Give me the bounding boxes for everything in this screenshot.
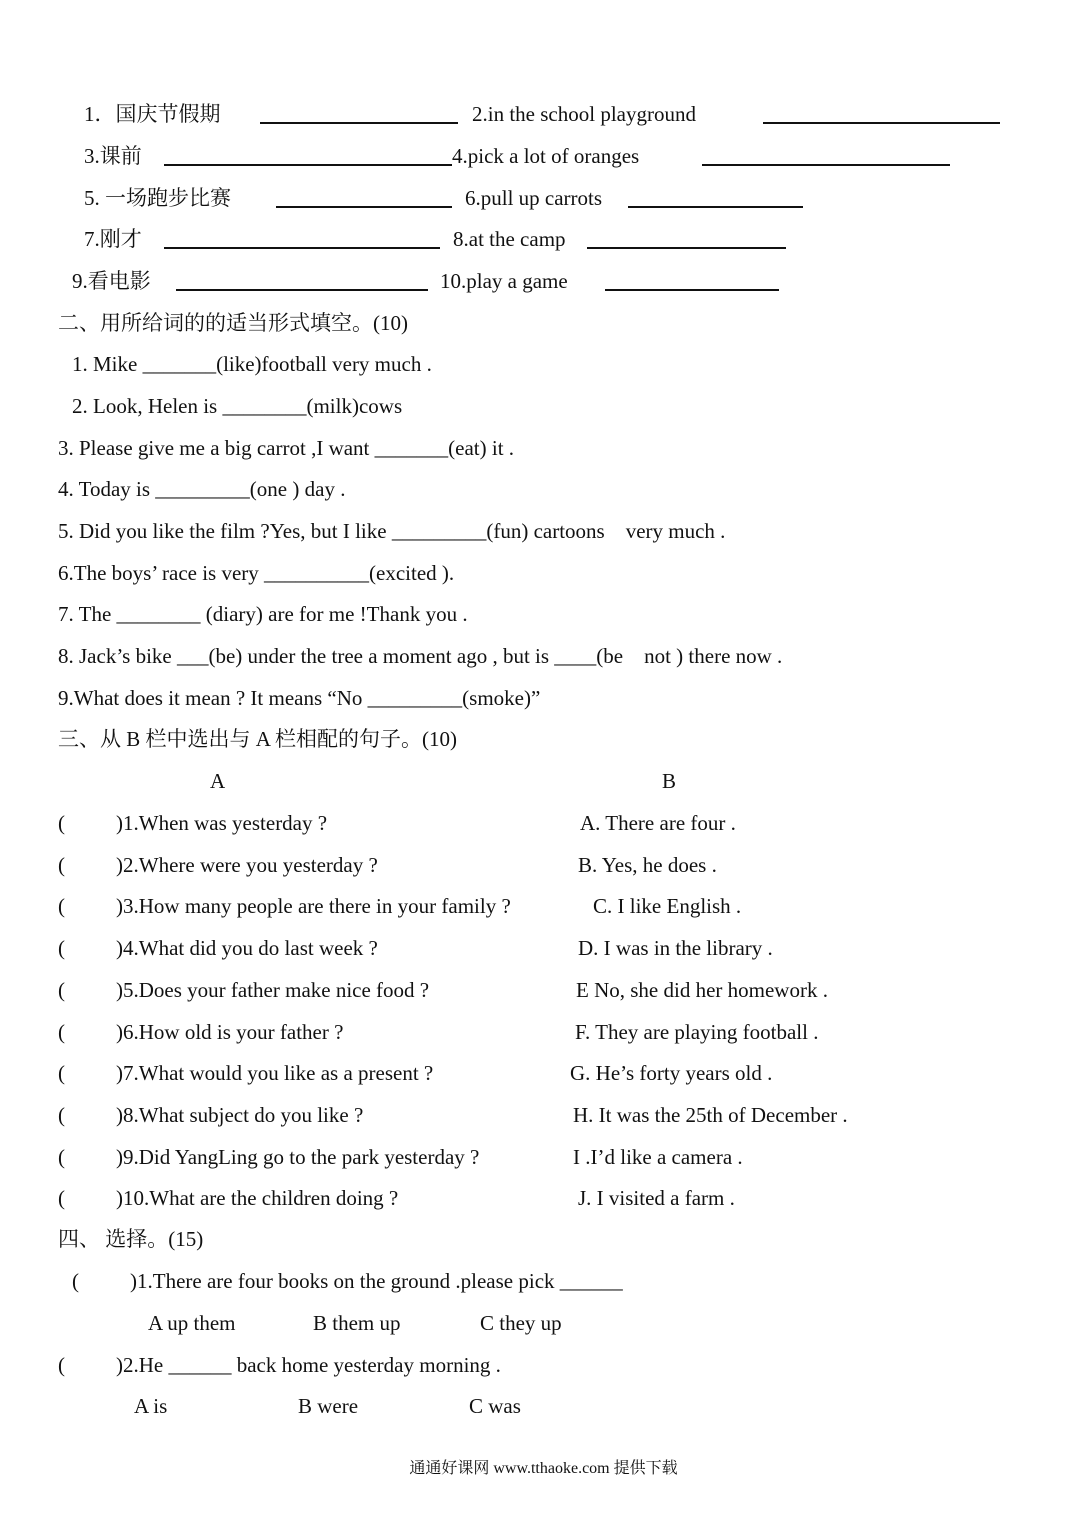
- q1-option-a: A up them: [148, 1311, 236, 1335]
- match-bracket: (: [58, 853, 65, 877]
- p1-item-4: 4.pick a lot of oranges: [452, 144, 640, 168]
- match-bracket: (: [58, 1186, 65, 1210]
- p1-item-8: 8.at the camp: [453, 227, 566, 251]
- q1-option-c: C they up: [480, 1311, 562, 1335]
- p2-item: 6.The boys’ race is very __________(excited ).: [58, 561, 455, 585]
- match-answer: G. He’s forty years old .: [570, 1061, 773, 1085]
- p2-item: 8. Jack’s bike ___(be) under the tree a moment ago , but is ____(be not ) there now .: [58, 644, 783, 668]
- q2-option-b: B were: [298, 1394, 359, 1418]
- p1-blank-9: [176, 271, 428, 291]
- match-question: )1.When was yesterday ?: [116, 811, 328, 835]
- match-bracket: (: [58, 894, 65, 918]
- match-question: )10.What are the children doing ?: [116, 1186, 399, 1210]
- p2-item: 9.What does it mean ? It means “No _________(smoke)”: [58, 686, 541, 710]
- column-b-label: B: [662, 769, 677, 793]
- match-answer: H. It was the 25th of December .: [573, 1103, 848, 1127]
- p1-blank-2: [763, 104, 1000, 124]
- match-question: )3.How many people are there in your family ?: [116, 894, 511, 918]
- part4-heading: 四、 选择。(15): [58, 1227, 204, 1251]
- q2-text: )2.He ______ back home yesterday morning .: [116, 1353, 501, 1377]
- p1-blank-7: [164, 229, 440, 249]
- part2-heading: 二、用所给词的的适当形式填空。(10): [58, 311, 408, 335]
- p2-item: 7. The ________ (diary) are for me !Thank you .: [58, 602, 468, 626]
- match-bracket: (: [58, 1145, 65, 1169]
- p1-item-5: 5. 一场跑步比赛: [84, 186, 231, 210]
- p1-blank-6: [628, 188, 803, 208]
- q2-option-c: C was: [469, 1394, 521, 1418]
- part3-heading: 三、从 B 栏中选出与 A 栏相配的句子。(10): [58, 727, 457, 751]
- match-question: )5.Does your father make nice food ?: [116, 978, 430, 1002]
- match-question: )7.What would you like as a present ?: [116, 1061, 434, 1085]
- match-bracket: (: [58, 1020, 65, 1044]
- p1-blank-3: [164, 146, 452, 166]
- match-bracket: (: [58, 978, 65, 1002]
- p1-blank-8: [587, 229, 786, 249]
- p1-blank-5: [276, 188, 452, 208]
- p1-item-3: 3.课前: [84, 144, 142, 168]
- p2-item: 4. Today is _________(one ) day .: [58, 477, 346, 501]
- p1-item-1: 1．国庆节假期: [84, 102, 221, 126]
- q1-text: )1.There are four books on the ground .please pick ______: [130, 1269, 623, 1293]
- match-question: )9.Did YangLing go to the park yesterday ?: [116, 1145, 480, 1169]
- p2-item: 3. Please give me a big carrot ,I want _______(eat) it .: [58, 436, 515, 460]
- footer-credit: 通通好课网 www.tthaoke.com 提供下载: [409, 1460, 678, 1477]
- match-bracket: (: [58, 936, 65, 960]
- p1-blank-10: [605, 271, 779, 291]
- match-bracket: (: [58, 1061, 65, 1085]
- p1-item-7: 7.刚才: [84, 227, 142, 251]
- match-question: )8.What subject do you like ?: [116, 1103, 364, 1127]
- match-question: )4.What did you do last week ?: [116, 936, 378, 960]
- match-bracket: (: [58, 811, 65, 835]
- q1-bracket: (: [72, 1269, 79, 1293]
- p2-item: 5. Did you like the film ?Yes, but I like _________(fun) cartoons very much .: [58, 519, 726, 543]
- match-answer: C. I like English .: [593, 894, 742, 918]
- match-answer: B. Yes, he does .: [578, 853, 717, 877]
- column-a-label: A: [210, 769, 226, 793]
- match-question: )2.Where were you yesterday ?: [116, 853, 378, 877]
- p1-item-2: 2.in the school playground: [472, 102, 696, 126]
- p2-item: 1. Mike _______(like)football very much .: [72, 352, 432, 376]
- match-question: )6.How old is your father ?: [116, 1020, 344, 1044]
- q2-option-a: A is: [134, 1394, 168, 1418]
- match-answer: D. I was in the library .: [578, 936, 773, 960]
- match-answer: F. They are playing football .: [575, 1020, 819, 1044]
- match-answer: I .I’d like a camera .: [573, 1145, 743, 1169]
- p1-item-10: 10.play a game: [440, 269, 568, 293]
- p1-item-6: 6.pull up carrots: [465, 186, 603, 210]
- p2-item: 2. Look, Helen is ________(milk)cows: [72, 394, 403, 418]
- match-bracket: (: [58, 1103, 65, 1127]
- q2-bracket: (: [58, 1353, 65, 1377]
- p1-blank-4: [702, 146, 950, 166]
- p1-blank-1: [260, 104, 458, 124]
- p1-item-9: 9.看电影: [72, 269, 151, 293]
- match-answer: A. There are four .: [580, 811, 736, 835]
- match-answer: E No, she did her homework .: [576, 978, 828, 1002]
- match-answer: J. I visited a farm .: [578, 1186, 735, 1210]
- q1-option-b: B them up: [313, 1311, 401, 1335]
